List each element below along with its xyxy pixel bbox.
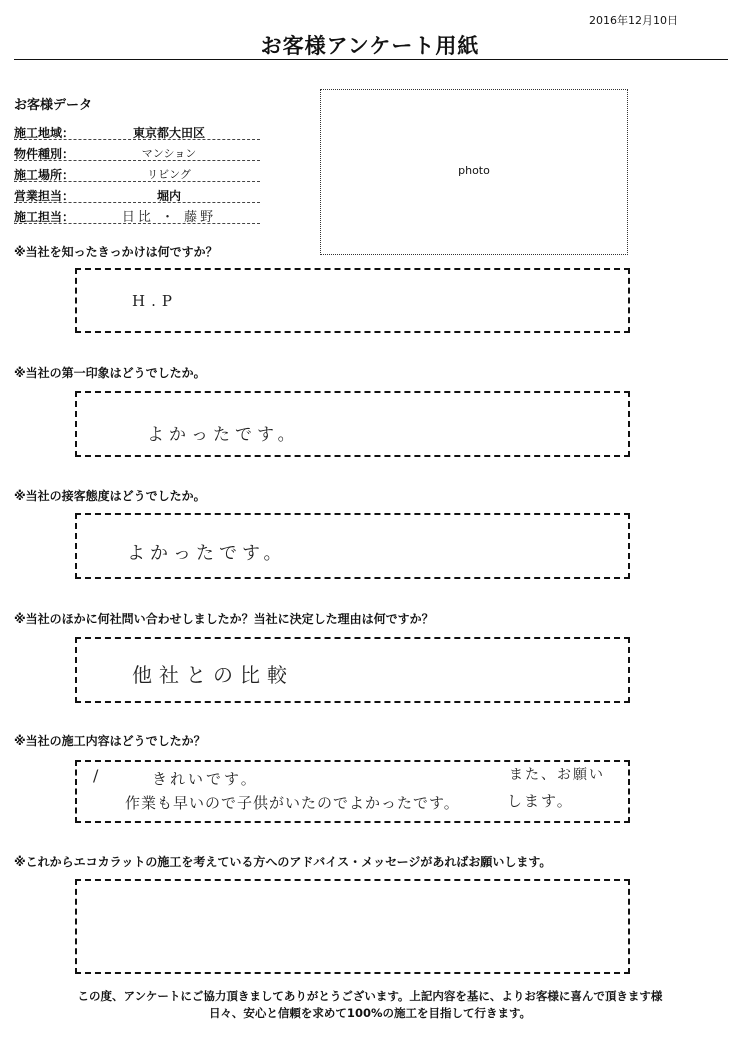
question-6: ※これからエコカラットの施工を考えている方へのアドバイス・メッセージがあればお願いします。 bbox=[14, 855, 552, 869]
customer-data-heading: お客様データ bbox=[14, 98, 93, 113]
data-row-sales-rep bbox=[14, 184, 260, 203]
data-row-property-type bbox=[14, 142, 260, 161]
check-mark: / bbox=[93, 766, 99, 785]
answer-box-2 bbox=[75, 391, 630, 457]
data-label: 物件種別： bbox=[14, 147, 75, 161]
data-row-installer bbox=[14, 205, 260, 224]
data-value: 東京都大田区 bbox=[132, 126, 205, 140]
data-row-location bbox=[14, 163, 260, 182]
photo-placeholder bbox=[320, 89, 628, 255]
answer-5-extra-top: また、お願い bbox=[509, 767, 605, 783]
answer-3-text: よかったです。 bbox=[127, 543, 287, 564]
question-1: ※当社を知ったきっかけは何ですか？ bbox=[14, 245, 218, 259]
question-5: ※当社の施工内容はどうでしたか？ bbox=[14, 734, 206, 748]
data-row-area bbox=[14, 121, 260, 140]
data-label: 営業担当： bbox=[14, 189, 75, 203]
question-3: ※当社の接客態度はどうでしたか。 bbox=[14, 489, 206, 503]
data-value: マンション bbox=[141, 147, 197, 160]
data-value: リビング bbox=[147, 168, 191, 181]
answer-4-text: 他社との比較 bbox=[132, 663, 294, 687]
footer-line-1: この度、アンケートにご協力頂きましてありがとうございます。上記内容を基に、よりお客様に喜んで頂きます様 bbox=[77, 989, 663, 1003]
title-divider bbox=[14, 59, 728, 60]
footer-line-2: 日々、安心と信頼を求めて100%の施工を目指して行きます。 bbox=[208, 1006, 532, 1020]
data-label: 施工地域： bbox=[14, 126, 75, 140]
data-label: 施工担当： bbox=[14, 210, 75, 224]
answer-2-text: よかったです。 bbox=[147, 425, 300, 445]
data-label: 施工場所： bbox=[14, 168, 75, 182]
answer-5-extra-bottom: します。 bbox=[507, 792, 574, 810]
answer-1-text: H.P bbox=[132, 292, 178, 310]
answer-5-line2: 作業も早いので子供がいたのでよかったです。 bbox=[125, 794, 460, 812]
answer-box-6 bbox=[75, 879, 630, 974]
page-title: お客様アンケート用紙 bbox=[260, 34, 480, 58]
survey-date: 2016年12月10日 bbox=[589, 14, 678, 27]
question-4: ※当社のほかに何社問い合わせしましたか？当社に決定した理由は何ですか？ bbox=[14, 612, 434, 626]
answer-box-1 bbox=[75, 268, 630, 333]
answer-box-4 bbox=[75, 637, 630, 703]
question-2: ※当社の第一印象はどうでしたか。 bbox=[14, 366, 206, 380]
answer-box-3 bbox=[75, 513, 630, 579]
photo-label: photo bbox=[458, 164, 490, 177]
data-value-handwritten: 日比 ・ 藤野 bbox=[121, 210, 217, 225]
data-value: 堀内 bbox=[156, 189, 181, 203]
answer-5-line1: きれいです。 bbox=[152, 770, 259, 788]
answer-box-5 bbox=[75, 760, 630, 823]
